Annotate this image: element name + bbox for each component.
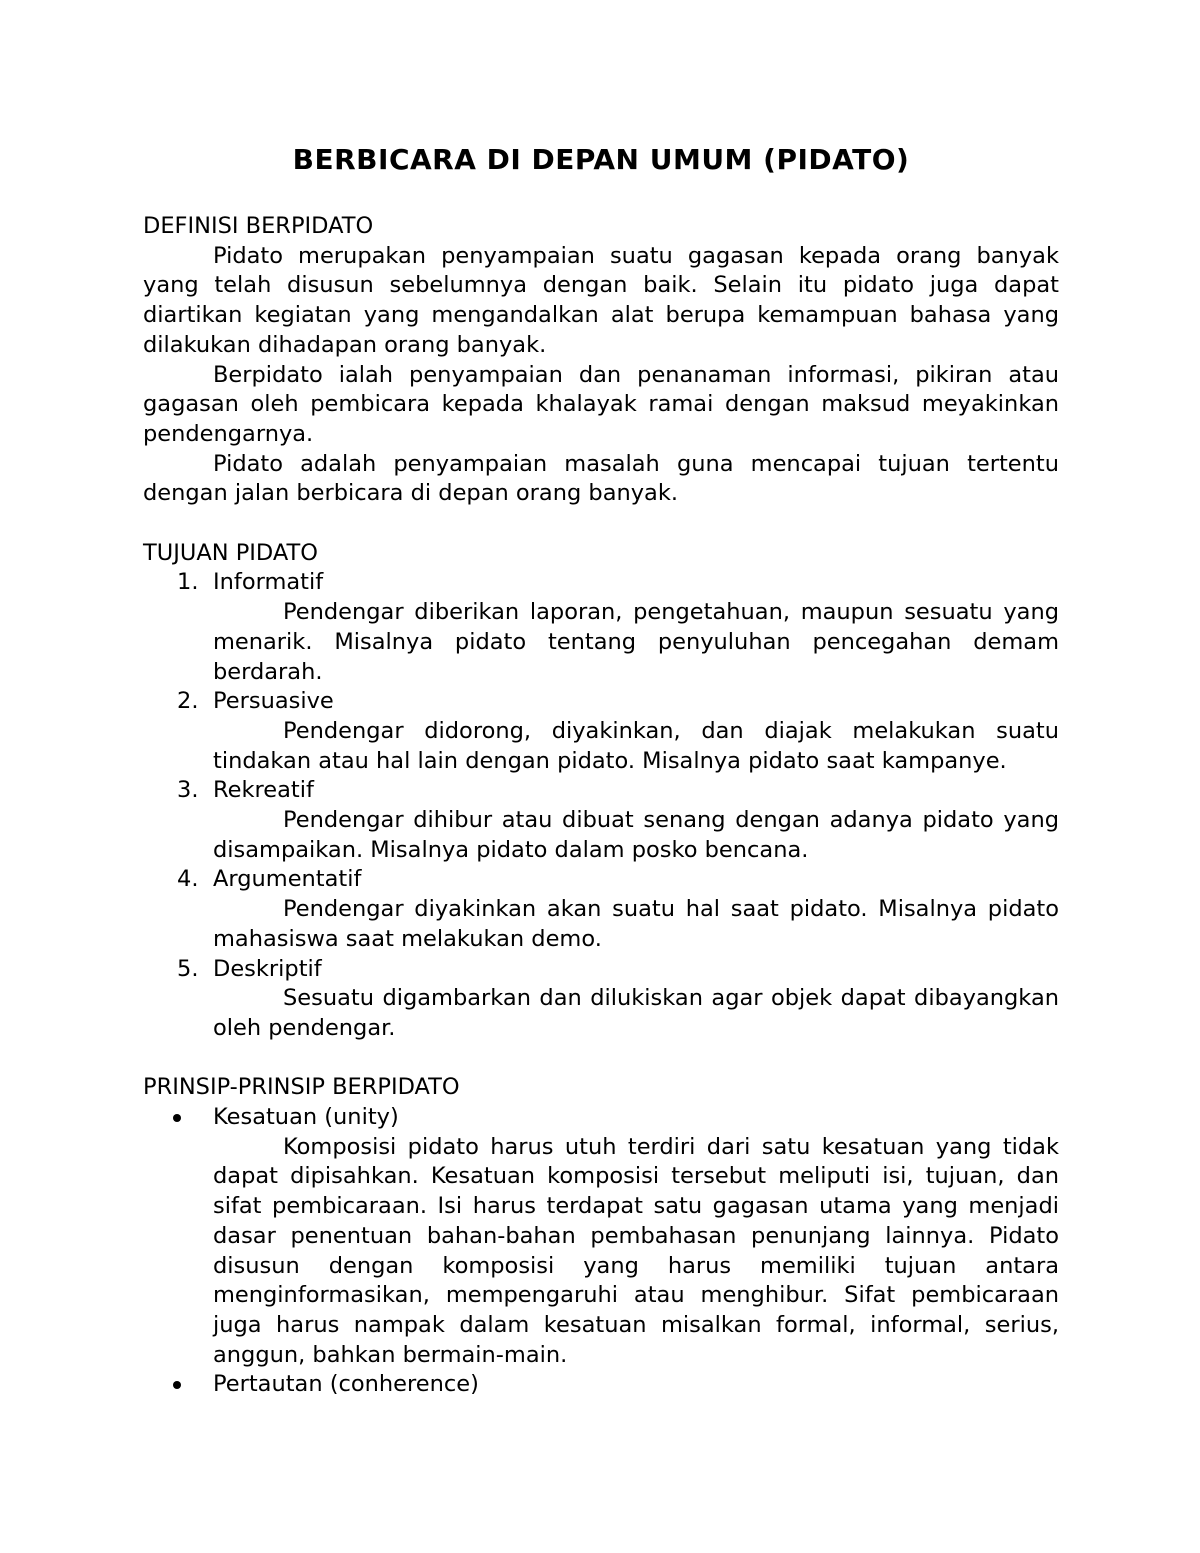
prinsip-item-title: Kesatuan (unity) [213, 1104, 399, 1131]
document-content [143, 140, 1059, 1400]
section-heading-tujuan: TUJUAN PIDATO [143, 539, 318, 566]
prinsip-list [143, 1103, 1059, 1400]
list-number: 4. [177, 866, 199, 893]
section-definisi [143, 212, 1059, 509]
bullet-icon [173, 1114, 181, 1122]
tujuan-item-title: Rekreatif [213, 777, 314, 804]
section-prinsip [143, 1073, 1059, 1400]
list-number: 5. [177, 955, 199, 982]
list-number: 3. [177, 777, 199, 804]
tujuan-item-description: Sesuatu digambarkan dan dilukiskan agar objek dapat dibayangkan oleh pendengar. [213, 985, 1059, 1041]
definisi-paragraph-3: Pidato adalah penyampaian masalah guna mencapai tujuan tertentu dengan jalan berbicara di depan orang banyak. [143, 450, 1059, 507]
prinsip-item [143, 1103, 1059, 1370]
tujuan-list [143, 568, 1059, 1043]
tujuan-item-title: Argumentatif [213, 866, 362, 893]
tujuan-item-description: Pendengar diberikan laporan, pengetahuan, maupun sesuatu yang menarik. Misalnya pidato tentang penyuluhan pencegahan demam berdarah. [213, 599, 1059, 685]
definisi-paragraph-1: Pidato merupakan penyampaian suatu gagasan kepada orang banyak yang telah disusun sebelumnya dengan baik. Selain itu pidato juga dapat diartikan kegiatan yang mengandalkan alat berupa kemampuan bahasa yang dilakukan dihadapan orang banyak. [143, 242, 1059, 358]
prinsip-item [143, 1370, 1059, 1400]
tujuan-item-title: Deskriptif [213, 955, 322, 982]
tujuan-item [143, 568, 1059, 687]
blank-line [143, 1044, 1059, 1074]
tujuan-item-description: Pendengar dihibur atau dibuat senang dengan adanya pidato yang disampaikan. Misalnya pidato dalam posko bencana. [213, 807, 1059, 863]
tujuan-item [143, 865, 1059, 954]
section-heading-prinsip: PRINSIP-PRINSIP BERPIDATO [143, 1074, 460, 1101]
tujuan-item [143, 955, 1059, 1044]
list-number: 2. [177, 688, 199, 715]
tujuan-item-description: Pendengar diyakinkan akan suatu hal saat pidato. Misalnya pidato mahasiswa saat melakukan demo. [213, 896, 1059, 952]
definisi-paragraph-2: Berpidato ialah penyampaian dan penanaman informasi, pikiran atau gagasan oleh pembicara kepada khalayak ramai dengan maksud meyakinkan pendengarnya. [143, 361, 1059, 447]
section-heading-definisi: DEFINISI BERPIDATO [143, 213, 374, 239]
tujuan-item-description: Pendengar didorong, diyakinkan, dan diajak melakukan suatu tindakan atau hal lain dengan pidato. Misalnya pidato saat kampanye. [213, 717, 1059, 774]
tujuan-item [143, 687, 1059, 776]
list-number: 1. [177, 569, 199, 596]
blank-line [143, 509, 1059, 539]
prinsip-item-title: Pertautan (conherence) [213, 1371, 479, 1398]
prinsip-item-description: Komposisi pidato harus utuh terdiri dari satu kesatuan yang tidak dapat dipisahkan. Kesatuan komposisi tersebut meliputi isi, tujuan, dan sifat pembicaraan. Isi harus terdapat satu gagasan utama yang menjadi dasar penentuan bahan-bahan pembahasan penunjang lainnya. Pidato disusun dengan komposisi yang harus memiliki tujuan antara menginformasikan, mempengaruhi atau menghibur. Sifat pembicaraan juga harus nampak dalam kesatuan misalkan formal, informal, serius, anggun, bahkan bermain-main. [213, 1133, 1059, 1368]
tujuan-item [143, 776, 1059, 865]
bullet-icon [173, 1381, 181, 1389]
tujuan-item-title: Informatif [213, 569, 324, 596]
document-title: BERBICARA DI DEPAN UMUM (PIDATO) [292, 143, 910, 176]
section-tujuan [143, 539, 1059, 1044]
tujuan-item-title: Persuasive [213, 688, 334, 715]
